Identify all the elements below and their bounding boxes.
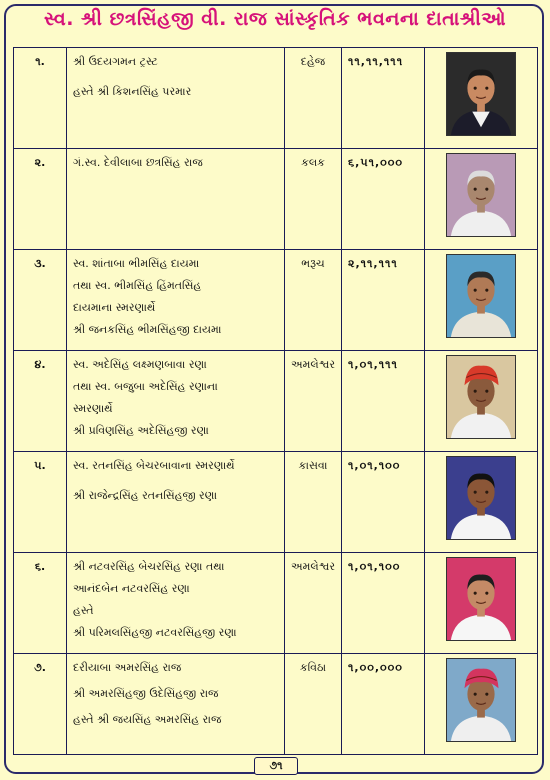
donor-row [14, 452, 538, 553]
donation-amount: ૧,૦૧,૧૦૦ [342, 452, 425, 553]
donation-amount: ૨,૧૧,૧૧૧ [342, 250, 425, 351]
donor-names [67, 452, 285, 553]
donor-photo-cell [425, 149, 538, 250]
donor-row [14, 149, 538, 250]
donor-place: દહેજ [285, 48, 342, 149]
donor-name-line: હસ્તે [73, 604, 94, 617]
donor-name-line: શ્રી જનકસિંહ ભીમસિંહજી દાયમા [73, 323, 222, 336]
donor-name-line: દાયમાના સ્મરણાર્થે [73, 301, 156, 314]
donation-amount: ૧,૦૧,૧૦૦ [342, 553, 425, 654]
donor-place: કાસવા [285, 452, 342, 553]
donor-place: ભરૂચ [285, 250, 342, 351]
donor-serial: ૭. [14, 654, 67, 755]
donation-amount: ૬,૫૧,૦૦૦ [342, 149, 425, 250]
donor-names [67, 654, 285, 755]
donor-name-line: હસ્તે શ્રી જયસિંહ અમરસિંહ રાજ [73, 713, 222, 726]
donor-name-line: આનંદબેન નટવરસિંહ રણા [73, 582, 190, 595]
donor-names [67, 553, 285, 654]
donor-name-line: હસ્તે શ્રી કિશનસિંહ પરમાર [73, 85, 192, 98]
donor-name-line: શ્રી ઉદયગમન ટ્રસ્ટ [73, 55, 158, 68]
donor-name-line: શ્રી પ્રવિણસિંહ અદેસિંહજી રણા [73, 424, 209, 437]
donor-serial: ૨. [14, 149, 67, 250]
donor-place: કવિઠા [285, 654, 342, 755]
donor-name-line: સ્વ. શાંતાબા ભીમસિંહ દાયમા [73, 257, 200, 270]
donor-name-line: શ્રી અમરસિંહજી ઉદેસિંહજી રાજ [73, 687, 219, 700]
donor-place: અમલેશ્વર [285, 351, 342, 452]
donor-serial: ૧. [14, 48, 67, 149]
donor-names [67, 351, 285, 452]
donor-photo-cell [425, 553, 538, 654]
donor-portrait [446, 355, 516, 439]
donor-serial: ૩. [14, 250, 67, 351]
donor-name-line: શ્રી નટવરસિંહ બેચરસિંહ રણા તથા [73, 560, 225, 573]
donor-name-line: શ્રી પરિમલસિંહજી નટવરસિંહજી રણા [73, 626, 237, 639]
donor-row [14, 351, 538, 452]
donor-name-line: તથા સ્વ. ભીમસિંહ હિંમતસિંહ [73, 279, 202, 292]
donor-serial: ૫. [14, 452, 67, 553]
donation-amount: ૧,૦૦,૦૦૦ [342, 654, 425, 755]
donor-name-line: શ્રી રાજેન્દ્રસિંહ રતનસિંહજી રણા [73, 489, 218, 502]
donor-photo-cell [425, 351, 538, 452]
donor-place: અમલેશ્વર [285, 553, 342, 654]
donor-serial: ૪. [14, 351, 67, 452]
donor-portrait [446, 153, 516, 237]
donor-row [14, 553, 538, 654]
donor-photo-cell [425, 452, 538, 553]
donor-name-line: દરીયાબા અમરસિંહ રાજ [73, 661, 182, 674]
donor-name-line: સ્વ. રતનસિંહ બેચરબાવાના સ્મરણાર્થે [73, 459, 235, 472]
donor-place: કલક [285, 149, 342, 250]
donor-row [14, 654, 538, 755]
page-number: ૭૧ [254, 757, 298, 775]
donor-portrait [446, 456, 516, 540]
donor-portrait [446, 658, 516, 742]
donor-names [67, 149, 285, 250]
donation-amount: ૧,૦૧,૧૧૧ [342, 351, 425, 452]
donor-portrait [446, 254, 516, 338]
donation-amount: ૧૧,૧૧,૧૧૧ [342, 48, 425, 149]
donor-photo-cell [425, 654, 538, 755]
page-title: સ્વ. શ્રી છત્રસિંહજી વી. રાજ સાંસ્કૃતિક ભવનના દાતાશ્રીઓ [43, 8, 506, 30]
donor-table [13, 47, 538, 755]
donor-row [14, 250, 538, 351]
donor-names [67, 48, 285, 149]
donor-name-line: સ્મરણાર્થે [73, 402, 113, 415]
donor-portrait [446, 557, 516, 641]
donor-serial: ૬. [14, 553, 67, 654]
donor-row [14, 48, 538, 149]
donor-name-line: સ્વ. અદેસિંહ લક્ષ્મણબાવા રણા [73, 358, 207, 371]
donor-name-line: ગં.સ્વ. દેવીલાબા છત્રસિંહ રાજ [73, 156, 203, 169]
donor-name-line: તથા સ્વ. બજુબા અદેસિંહ રણાના [73, 380, 218, 393]
donor-photo-cell [425, 48, 538, 149]
donor-photo-cell [425, 250, 538, 351]
donor-names [67, 250, 285, 351]
donor-portrait [446, 52, 516, 136]
